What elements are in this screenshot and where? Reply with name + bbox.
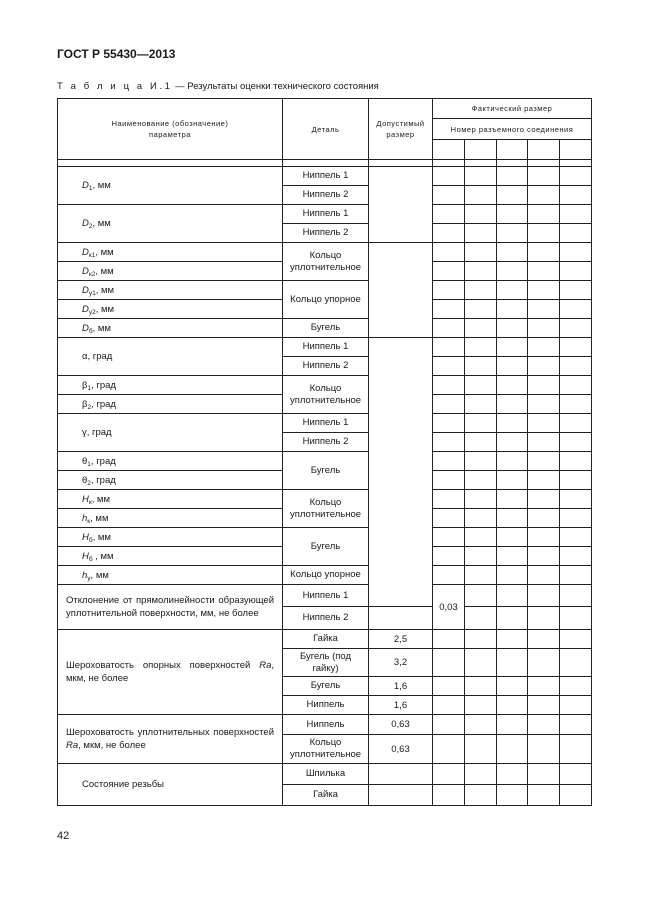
value-cell[interactable] <box>528 677 560 696</box>
value-cell[interactable] <box>560 509 592 528</box>
value-cell[interactable] <box>528 528 560 547</box>
value-cell[interactable] <box>560 696 592 715</box>
allowed-cell <box>369 764 433 785</box>
value-cell[interactable] <box>465 338 497 357</box>
value-cell[interactable] <box>433 509 465 528</box>
value-cell[interactable] <box>465 300 497 319</box>
allowed-cell: 2,5 <box>369 630 433 649</box>
value-cell[interactable] <box>465 471 497 490</box>
detail-cell: Кольцо уплотнительное <box>283 490 369 528</box>
value-cell[interactable] <box>497 490 528 509</box>
value-cell[interactable] <box>497 607 528 630</box>
value-cell[interactable] <box>560 224 592 243</box>
param-hk-small: $h_к$, мм <box>58 509 283 528</box>
value-cell[interactable] <box>560 649 592 677</box>
value-cell[interactable] <box>433 566 465 585</box>
param-d1: $D_1$, мм <box>58 167 283 205</box>
value-cell[interactable] <box>560 452 592 471</box>
value-cell[interactable] <box>497 715 528 735</box>
value-cell[interactable] <box>497 452 528 471</box>
value-cell[interactable] <box>433 186 465 205</box>
value-cell[interactable] <box>433 471 465 490</box>
detail-cell: Гайка <box>283 785 369 806</box>
value-cell[interactable] <box>433 649 465 677</box>
value-cell[interactable] <box>497 338 528 357</box>
value-cell[interactable] <box>465 186 497 205</box>
param-hb-second: $H_б$ , мм <box>58 547 283 566</box>
value-cell[interactable] <box>433 785 465 806</box>
value-cell[interactable] <box>560 607 592 630</box>
value-cell[interactable] <box>528 319 560 338</box>
value-cell[interactable] <box>560 471 592 490</box>
value-cell[interactable] <box>433 696 465 715</box>
allowed-cell: 3,2 <box>369 649 433 677</box>
value-cell[interactable] <box>497 186 528 205</box>
value-cell[interactable] <box>433 715 465 735</box>
value-cell[interactable] <box>560 528 592 547</box>
value-cell[interactable] <box>528 186 560 205</box>
value-cell[interactable] <box>465 509 497 528</box>
value-cell[interactable] <box>465 167 497 186</box>
value-cell[interactable] <box>528 414 560 433</box>
header-joint-number: Номер разъемного соединения <box>433 119 592 140</box>
value-cell[interactable] <box>528 452 560 471</box>
table-row <box>58 585 592 607</box>
value-cell[interactable] <box>528 630 560 649</box>
detail-cell: Бугель <box>283 528 369 566</box>
value-cell[interactable] <box>433 319 465 338</box>
param-d2: $D_2$, мм <box>58 205 283 243</box>
param-beta2: $\beta_2$, град <box>58 395 283 414</box>
value-cell[interactable] <box>497 376 528 395</box>
value-cell[interactable] <box>528 649 560 677</box>
detail-cell: Кольцо упорное <box>283 281 369 319</box>
value-cell[interactable] <box>433 281 465 300</box>
value-cell[interactable] <box>560 547 592 566</box>
value-cell[interactable] <box>560 186 592 205</box>
value-cell[interactable] <box>433 357 465 376</box>
value-cell[interactable] <box>497 167 528 186</box>
param-db: $D_б$, мм <box>58 319 283 338</box>
detail-cell: Ниппель 2 <box>283 607 369 630</box>
value-cell[interactable] <box>497 414 528 433</box>
detail-cell: Ниппель <box>283 696 369 715</box>
document-code: ГОСТ Р 55430—2013 <box>57 47 176 61</box>
value-cell[interactable] <box>528 785 560 806</box>
detail-cell: Кольцо уплотнительное <box>283 243 369 281</box>
value-cell[interactable] <box>497 547 528 566</box>
table-row <box>58 490 592 509</box>
value-cell[interactable] <box>465 715 497 735</box>
value-cell[interactable] <box>497 649 528 677</box>
value-cell[interactable] <box>465 547 497 566</box>
page-number: 42 <box>57 830 70 842</box>
detail-cell: Кольцо уплотнительное <box>283 376 369 414</box>
value-cell[interactable] <box>560 785 592 806</box>
value-cell[interactable] <box>465 395 497 414</box>
value-cell[interactable] <box>497 785 528 806</box>
joint-number-cell[interactable] <box>560 140 592 160</box>
value-cell[interactable] <box>497 509 528 528</box>
table-row <box>58 319 592 338</box>
value-cell[interactable] <box>528 715 560 735</box>
value-cell[interactable] <box>465 262 497 281</box>
param-thread: Состояние резьбы <box>58 764 283 806</box>
value-cell[interactable] <box>560 764 592 785</box>
value-cell[interactable] <box>465 357 497 376</box>
detail-cell: Ниппель 1 <box>283 585 369 607</box>
param-roughness-seal: Шероховатость уплотнительных поверхностей Ra, мкм, не более <box>58 715 283 764</box>
value-cell[interactable] <box>433 764 465 785</box>
detail-cell: Ниппель 1 <box>283 205 369 224</box>
value-cell[interactable] <box>497 205 528 224</box>
value-cell[interactable] <box>497 585 528 607</box>
value-cell[interactable] <box>465 281 497 300</box>
value-cell[interactable] <box>465 376 497 395</box>
value-cell[interactable] <box>433 528 465 547</box>
param-hy: $h_у$, мм <box>58 566 283 585</box>
value-cell[interactable] <box>528 224 560 243</box>
value-cell[interactable] <box>465 205 497 224</box>
table-row <box>58 715 592 735</box>
value-cell[interactable] <box>560 414 592 433</box>
value-cell[interactable] <box>465 585 497 607</box>
detail-cell: Шпилька <box>283 764 369 785</box>
value-cell[interactable] <box>433 376 465 395</box>
detail-cell: Ниппель 2 <box>283 357 369 376</box>
value-cell[interactable] <box>433 630 465 649</box>
value-cell[interactable] <box>433 262 465 281</box>
value-cell[interactable] <box>433 167 465 186</box>
value-cell[interactable] <box>560 338 592 357</box>
value-cell[interactable] <box>560 205 592 224</box>
value-cell[interactable] <box>433 414 465 433</box>
value-cell[interactable] <box>528 300 560 319</box>
value-cell[interactable] <box>560 490 592 509</box>
allowed-cell: 0,63 <box>369 715 433 735</box>
detail-cell: Ниппель 2 <box>283 186 369 205</box>
table-label: Т а б л и ц а И.1 <box>57 81 173 92</box>
value-cell[interactable] <box>497 262 528 281</box>
param-dk1: $D_{к1}$, мм <box>58 243 283 262</box>
value-cell[interactable] <box>560 630 592 649</box>
value-cell[interactable] <box>528 607 560 630</box>
param-hb-big: $H_б$, мм <box>58 528 283 547</box>
value-cell[interactable] <box>465 649 497 677</box>
header-allowed-size: Допустимый размер <box>369 99 433 160</box>
value-cell[interactable] <box>433 735 465 764</box>
header-detail: Деталь <box>283 99 369 160</box>
allowed-cell: 1,6 <box>369 677 433 696</box>
value-cell[interactable] <box>465 785 497 806</box>
param-theta2: $\theta_2$, град <box>58 471 283 490</box>
value-cell[interactable] <box>433 452 465 471</box>
value-cell[interactable] <box>497 224 528 243</box>
value-cell[interactable] <box>433 433 465 452</box>
value-cell[interactable] <box>465 735 497 764</box>
value-cell[interactable] <box>560 243 592 262</box>
value-cell[interactable] <box>528 167 560 186</box>
value-cell[interactable] <box>497 281 528 300</box>
value-cell[interactable] <box>433 338 465 357</box>
value-cell[interactable] <box>528 281 560 300</box>
detail-cell: Гайка <box>283 630 369 649</box>
detail-cell: Ниппель 2 <box>283 433 369 452</box>
value-cell[interactable] <box>369 607 433 630</box>
table-row <box>58 243 592 262</box>
value-cell[interactable] <box>528 376 560 395</box>
header-actual-size: Фактический размер <box>433 99 592 119</box>
detail-cell: Ниппель 2 <box>283 224 369 243</box>
value-cell[interactable] <box>528 357 560 376</box>
table-caption: — Результаты оценки технического состояния <box>172 81 379 92</box>
value-cell[interactable] <box>528 395 560 414</box>
joint-number-cell[interactable] <box>528 140 560 160</box>
value-cell[interactable] <box>528 243 560 262</box>
value-cell[interactable] <box>465 224 497 243</box>
allowed-cell <box>369 338 433 607</box>
joint-number-cell[interactable] <box>465 140 497 160</box>
value-cell[interactable] <box>433 395 465 414</box>
value-cell[interactable] <box>497 764 528 785</box>
value-cell[interactable] <box>497 566 528 585</box>
detail-cell: Кольцо уплотнительное <box>283 735 369 764</box>
value-cell[interactable] <box>528 585 560 607</box>
value-cell[interactable] <box>528 471 560 490</box>
value-cell[interactable] <box>465 764 497 785</box>
param-dy1: $D_{у1}$, мм <box>58 281 283 300</box>
value-cell[interactable] <box>560 281 592 300</box>
value-cell[interactable] <box>528 566 560 585</box>
allowed-cell <box>369 167 433 243</box>
detail-cell: Бугель <box>283 319 369 338</box>
value-cell[interactable] <box>560 262 592 281</box>
value-cell[interactable] <box>560 585 592 607</box>
param-dy2: $D_{у2}$, мм <box>58 300 283 319</box>
value-cell[interactable] <box>465 414 497 433</box>
value-cell[interactable] <box>560 376 592 395</box>
detail-cell: Ниппель 1 <box>283 338 369 357</box>
value-cell[interactable] <box>528 433 560 452</box>
value-cell[interactable] <box>560 395 592 414</box>
joint-number-cell[interactable] <box>433 140 465 160</box>
table-title <box>57 81 379 92</box>
param-theta1: $\theta_1$, град <box>58 452 283 471</box>
value-cell[interactable] <box>465 490 497 509</box>
table-row <box>58 167 592 186</box>
value-cell[interactable] <box>465 433 497 452</box>
value-cell[interactable] <box>497 357 528 376</box>
param-gamma: γ, град <box>58 414 283 452</box>
value-cell[interactable] <box>465 677 497 696</box>
allowed-cell: 0,63 <box>369 735 433 764</box>
value-cell[interactable] <box>528 764 560 785</box>
value-cell[interactable] <box>497 300 528 319</box>
value-cell[interactable] <box>560 715 592 735</box>
detail-cell: Кольцо упорное <box>283 566 369 585</box>
value-cell[interactable] <box>465 243 497 262</box>
value-cell[interactable] <box>560 566 592 585</box>
table-row <box>58 281 592 300</box>
allowed-cell <box>369 785 433 806</box>
value-cell[interactable] <box>497 395 528 414</box>
value-cell[interactable] <box>465 452 497 471</box>
value-cell[interactable] <box>560 735 592 764</box>
detail-cell: Бугель <box>283 677 369 696</box>
value-cell[interactable] <box>497 471 528 490</box>
header-row <box>58 99 592 119</box>
value-cell[interactable] <box>528 735 560 764</box>
value-cell[interactable] <box>528 490 560 509</box>
table-row <box>58 414 592 433</box>
value-cell[interactable] <box>560 433 592 452</box>
value-cell[interactable] <box>497 243 528 262</box>
table-row <box>58 376 592 395</box>
table-row <box>58 528 592 547</box>
table-row <box>58 338 592 357</box>
value-cell[interactable] <box>433 490 465 509</box>
value-cell[interactable] <box>560 167 592 186</box>
joint-number-cell[interactable] <box>497 140 528 160</box>
value-cell[interactable] <box>528 509 560 528</box>
value-cell[interactable] <box>465 630 497 649</box>
detail-cell: Бугель (под гайку) <box>283 649 369 677</box>
value-cell[interactable] <box>528 338 560 357</box>
value-cell[interactable] <box>560 357 592 376</box>
param-hk-big: $H_к$, мм <box>58 490 283 509</box>
value-cell[interactable] <box>497 696 528 715</box>
param-flatness: Отклонение от прямолинейности образующей уплотнительной поверхности, мм, не более <box>58 585 283 630</box>
value-cell[interactable] <box>465 696 497 715</box>
allowed-cell: 0,03 <box>433 585 465 630</box>
value-cell[interactable] <box>465 607 497 630</box>
table-row <box>58 452 592 471</box>
table-row <box>58 205 592 224</box>
allowed-cell: 1,6 <box>369 696 433 715</box>
value-cell[interactable] <box>433 677 465 696</box>
detail-cell: Бугель <box>283 452 369 490</box>
value-cell[interactable] <box>433 300 465 319</box>
table-row <box>58 566 592 585</box>
value-cell[interactable] <box>465 566 497 585</box>
value-cell[interactable] <box>465 319 497 338</box>
value-cell[interactable] <box>560 300 592 319</box>
table-row <box>58 630 592 649</box>
table-row <box>58 764 592 785</box>
value-cell[interactable] <box>528 262 560 281</box>
value-cell[interactable] <box>433 243 465 262</box>
value-cell[interactable] <box>560 677 592 696</box>
value-cell[interactable] <box>560 319 592 338</box>
param-roughness-support: Шероховатость опорных поверхностей Ra, мкм, не более <box>58 630 283 715</box>
detail-cell: Ниппель 1 <box>283 167 369 186</box>
param-dk2: $D_{к2}$, мм <box>58 262 283 281</box>
value-cell[interactable] <box>433 224 465 243</box>
value-cell[interactable] <box>497 319 528 338</box>
detail-cell: Ниппель <box>283 715 369 735</box>
value-cell[interactable] <box>497 528 528 547</box>
value-cell[interactable] <box>528 696 560 715</box>
value-cell[interactable] <box>497 735 528 764</box>
value-cell[interactable] <box>465 528 497 547</box>
param-alpha: α, град <box>58 338 283 376</box>
value-cell[interactable] <box>433 547 465 566</box>
header-parameter: Наименование (обозначение) параметра <box>58 99 283 160</box>
spacer-row <box>58 160 592 167</box>
value-cell[interactable] <box>497 433 528 452</box>
param-beta1: $\beta_1$, град <box>58 376 283 395</box>
value-cell[interactable] <box>528 547 560 566</box>
value-cell[interactable] <box>497 630 528 649</box>
detail-cell: Ниппель 1 <box>283 414 369 433</box>
value-cell[interactable] <box>433 205 465 224</box>
allowed-cell <box>369 243 433 338</box>
value-cell[interactable] <box>528 205 560 224</box>
results-table <box>57 98 592 806</box>
value-cell[interactable] <box>497 677 528 696</box>
